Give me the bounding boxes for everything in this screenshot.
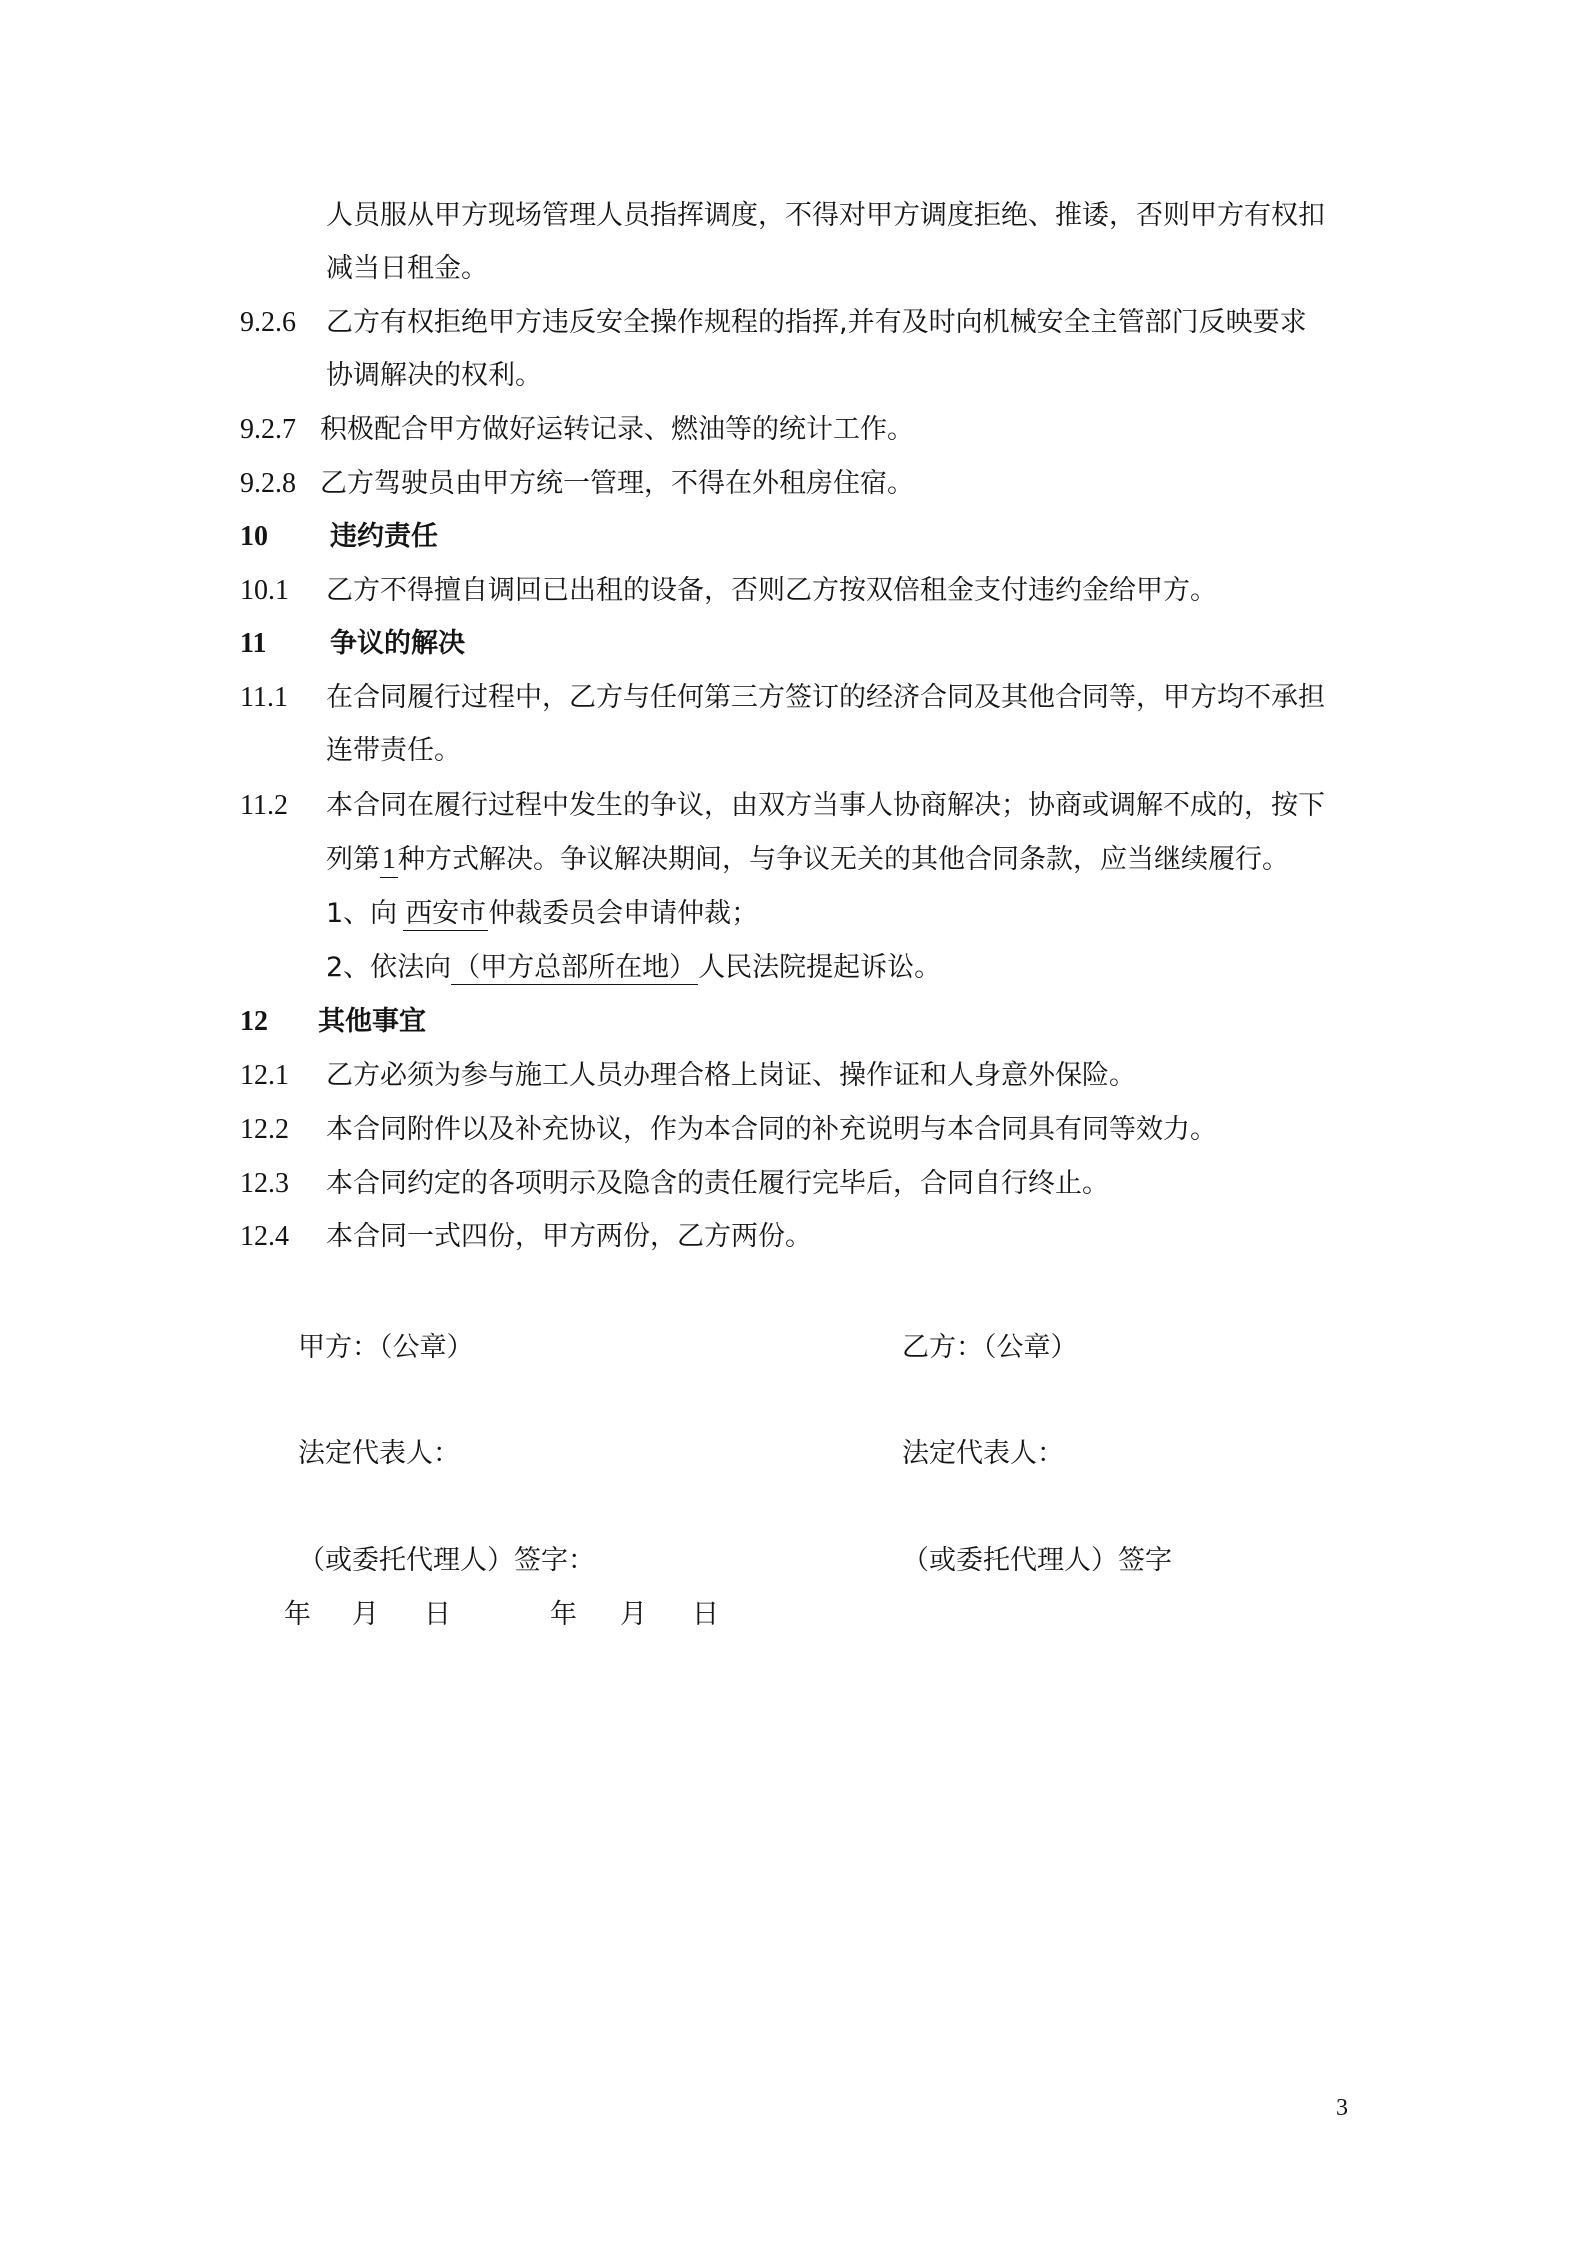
clause-11-2-line1: 本合同在履行过程中发生的争议，由双方当事人协商解决；协商或调解不成的，按下 — [326, 790, 1325, 821]
clause-10-1-text: 乙方不得擅自调回已出租的设备，否则乙方按双倍租金支付违约金给甲方。 — [326, 575, 1217, 606]
clause-number-12-4: 12.4 — [240, 1221, 289, 1252]
clause-11-2-line2-prefix: 列第 — [326, 844, 380, 875]
section-11-heading — [240, 630, 266, 658]
party-b-date-year: 年 — [550, 1599, 577, 1630]
clause-number-12-1: 12.1 — [240, 1060, 289, 1091]
party-a-date-day: 日 — [424, 1599, 451, 1630]
clause-12-4-text: 本合同一式四份，甲方两份，乙方两份。 — [326, 1221, 812, 1252]
option1-suffix: 仲裁委员会申请仲裁； — [488, 898, 759, 929]
clause-number-12-2: 12.2 — [240, 1114, 289, 1145]
party-b-date-day: 日 — [692, 1599, 719, 1630]
clause-11-1-line1: 在合同履行过程中，乙方与任何第三方签订的经济合同及其他合同等，甲方均不承担 — [326, 682, 1325, 713]
party-b-rep-label: 法定代表人： — [902, 1438, 1064, 1469]
section-11-title: 争议的解决 — [330, 628, 465, 659]
clause-number-11-1: 11.1 — [240, 682, 288, 713]
party-a-rep-label: 法定代表人： — [298, 1438, 460, 1469]
clause-number-12-3: 12.3 — [240, 1168, 289, 1199]
section-11-number: 11 — [240, 628, 267, 659]
clause-11-2-line2 — [326, 846, 1289, 878]
clause-number-9-2-7: 9.2.7 — [240, 414, 296, 445]
clause-11-2-line2-suffix: 种方式解决。争议解决期间，与争议无关的其他合同条款，应当继续履行。 — [398, 844, 1289, 875]
section-10-heading — [240, 523, 268, 551]
section-12-number: 12 — [240, 1006, 268, 1037]
party-a-date-year: 年 — [284, 1599, 311, 1630]
arbitration-city-fill: 西安市 — [405, 898, 487, 929]
clause-11-1-line2: 连带责任。 — [326, 735, 461, 766]
party-a-agent-label: （或委托代理人）签字： — [298, 1545, 595, 1576]
section-10-title: 违约责任 — [330, 521, 438, 552]
clause-9-2-7-text: 积极配合甲方做好运转记录、燃油等的统计工作。 — [320, 414, 914, 445]
section-10-number: 10 — [240, 521, 268, 552]
clause-number-9-2-8: 9.2.8 — [240, 468, 296, 499]
clause-number-11-2: 11.2 — [240, 790, 288, 821]
clause-12-2-text: 本合同附件以及补充协议，作为本合同的补充说明与本合同具有同等效力。 — [326, 1114, 1217, 1145]
option2-prefix: 2、依法向 — [326, 952, 452, 983]
clause-12-3-text: 本合同约定的各项明示及隐含的责任履行完毕后，合同自行终止。 — [326, 1168, 1109, 1199]
page-number: 3 — [1336, 2095, 1348, 2121]
party-a-date-month: 月 — [352, 1599, 379, 1630]
clause-9-2-6-line2: 协调解决的权利。 — [326, 360, 542, 391]
section-12-title: 其他事宜 — [318, 1006, 426, 1037]
section-12-heading — [240, 1008, 268, 1036]
party-a-seal-label: 甲方：（公章） — [298, 1332, 474, 1363]
option1-prefix: 1、向 — [326, 898, 398, 929]
clause-number-9-2-6: 9.2.6 — [240, 307, 296, 338]
clause-9-2-6-line1: 乙方有权拒绝甲方违反安全操作规程的指挥,并有及时向机械安全主管部门反映要求 — [326, 307, 1307, 338]
dispute-option-litigation — [326, 954, 941, 985]
court-location-fill: （甲方总部所在地） — [453, 952, 697, 983]
clause-continuation-line1: 人员服从甲方现场管理人员指挥调度，不得对甲方调度拒绝、推诿，否则甲方有权扣 — [326, 200, 1325, 231]
clause-continuation-line2: 减当日租金。 — [326, 253, 488, 284]
dispute-method-choice: 1 — [380, 846, 398, 878]
party-b-seal-label: 乙方：（公章） — [902, 1332, 1078, 1363]
dispute-option-arbitration — [326, 900, 758, 931]
clause-number-10-1: 10.1 — [240, 575, 289, 606]
party-b-agent-label: （或委托代理人）签字 — [902, 1545, 1172, 1576]
clause-9-2-8-text: 乙方驾驶员由甲方统一管理，不得在外租房住宿。 — [320, 468, 914, 499]
option2-suffix: 人民法院提起诉讼。 — [698, 952, 942, 983]
clause-12-1-text: 乙方必须为参与施工人员办理合格上岗证、操作证和人身意外保险。 — [326, 1060, 1136, 1091]
party-b-date-month: 月 — [620, 1599, 647, 1630]
